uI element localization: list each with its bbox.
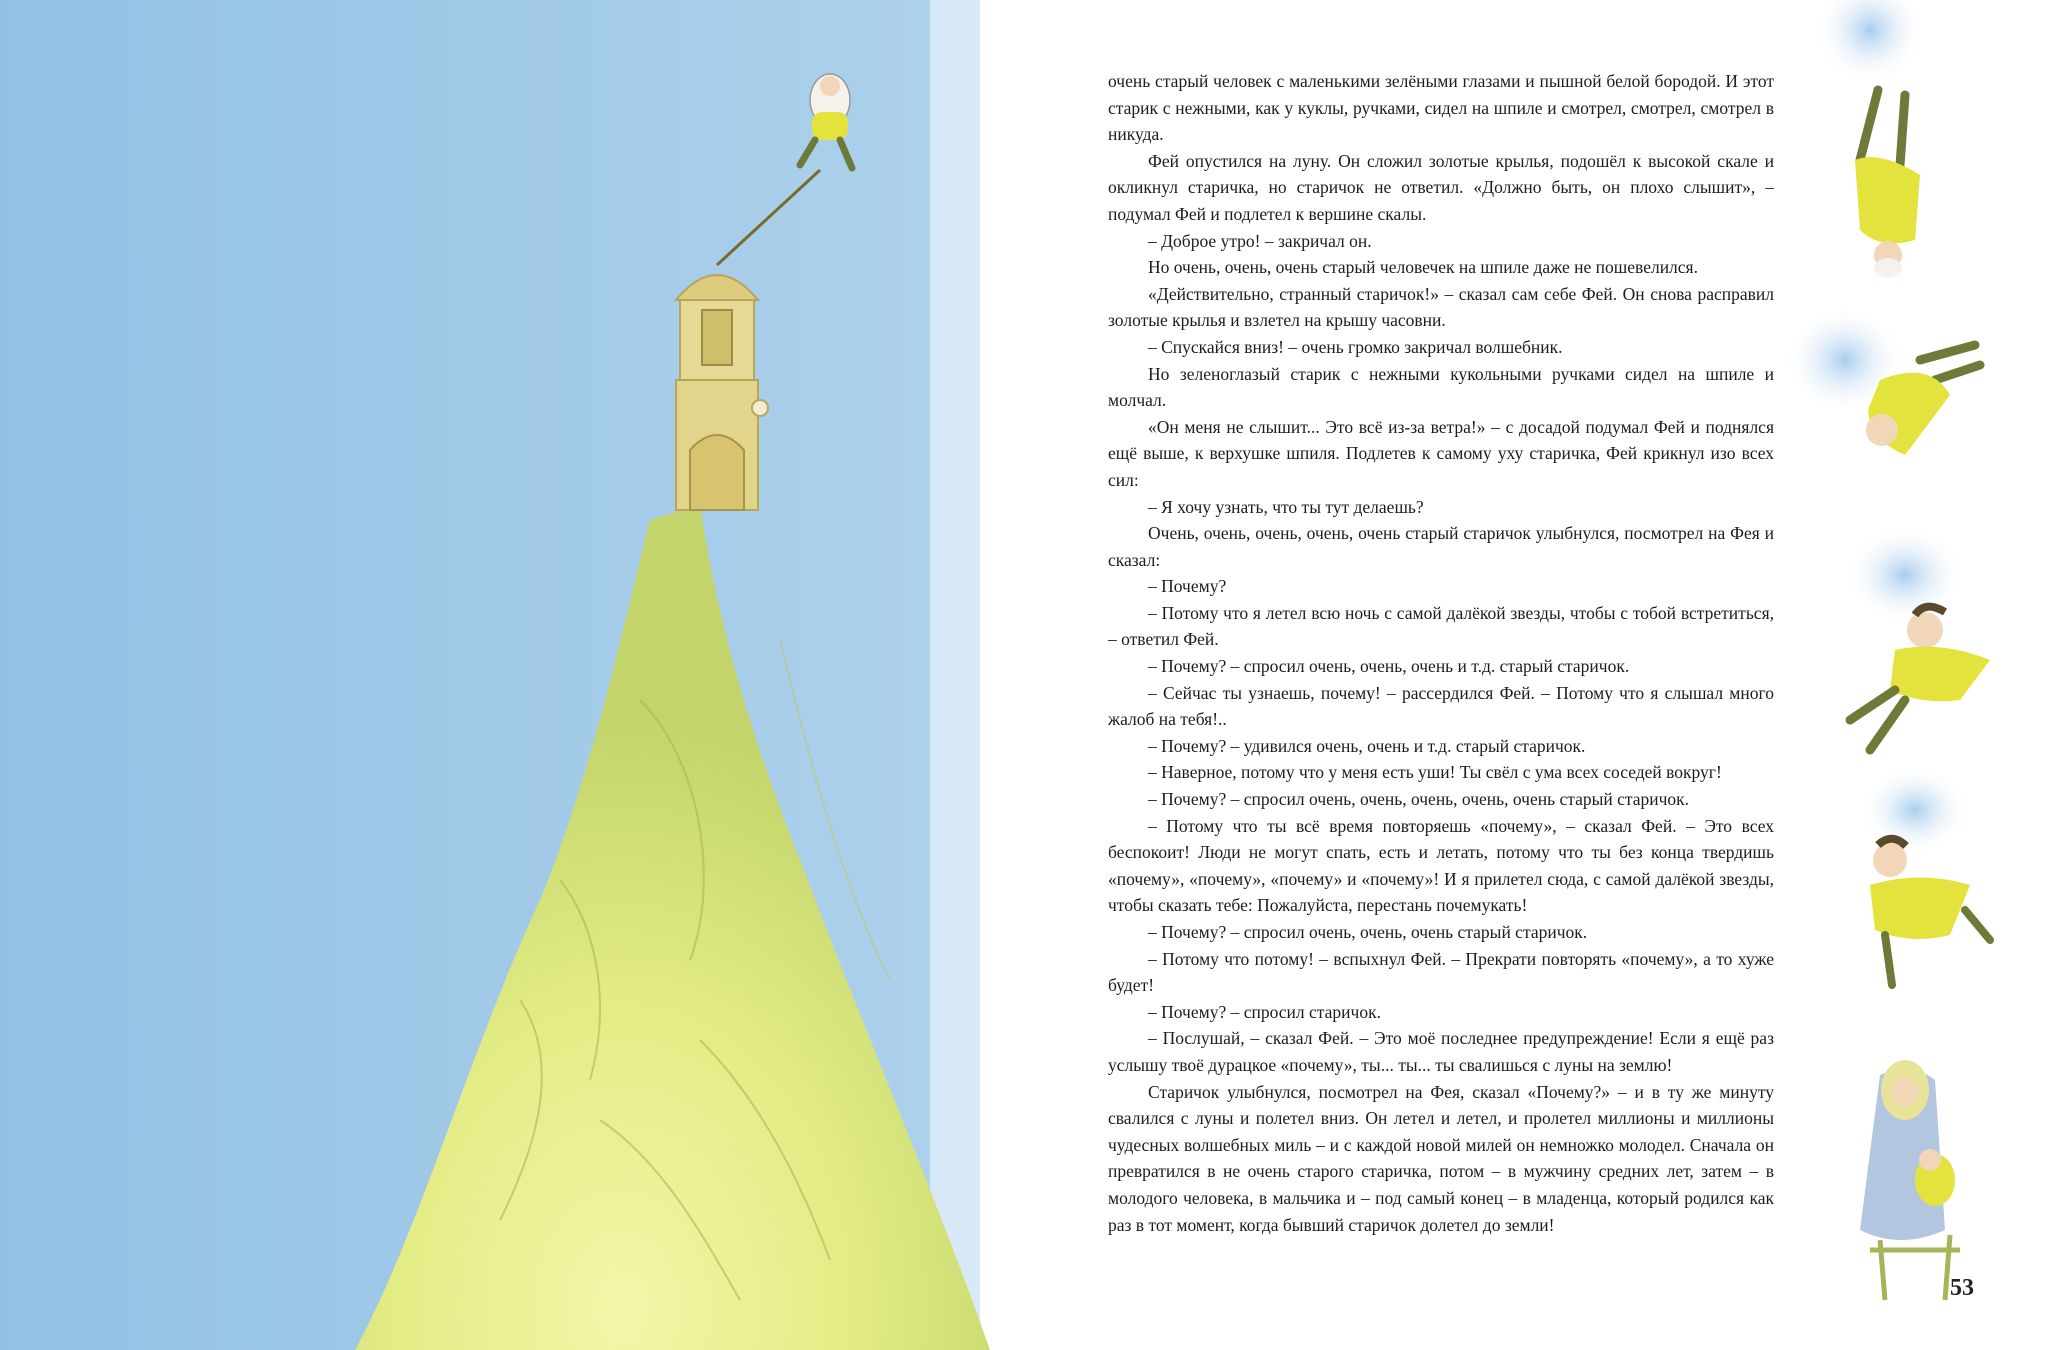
paragraph: – Наверное, потому что у меня есть уши! Ты свёл с ума всех соседей вокруг!: [1148, 762, 1722, 783]
paragraph: очень старый человек с маленькими зелёными глазами и пышной белой бородой. И этот старик с нежными, как у куклы, ручками, сидел на шпиле и смотрел, смотрел, смотрел в никуда.: [1108, 71, 1774, 145]
paragraph: – Потому что ты всё время повторяешь «почему», – сказал Фей. – Это всех беспокоит! Люди не могут спать, есть и летать, потому что ты без конца твердишь «почему», «почему», «почему» и «почему»! И я прилетел сюда, с самой далёкой звезды, чтобы сказать тебе: Пожалуйста, перестань почемукать!: [1108, 815, 1774, 916]
paragraph: Но очень, очень, очень старый человечек на шпиле даже не пошевелился.: [1148, 257, 1698, 278]
paragraph: «Действительно, странный старичок!» – сказал сам себе Фей. Он снова расправил золотые крылья и взлетел на крышу часовни.: [1108, 283, 1774, 331]
paragraph: – Почему? – спросил очень, очень, очень старый старичок.: [1148, 922, 1588, 942]
paragraph: – Потому что потому! – вспыхнул Фей. – Прекрати повторять «почему», а то хуже будет!: [1108, 948, 1774, 996]
page-number: 53: [1950, 1275, 1974, 1301]
paragraph: Очень, очень, очень, очень, очень старый старичок улыбнулся, посмотрел на Фея и сказал:: [1108, 523, 1774, 570]
paragraph: – Почему? – спросил очень, очень, очень и т.д. старый старичок.: [1148, 656, 1630, 677]
paragraph: – Сейчас ты узнаешь, почему! – рассердился Фей. – Потому что я слышал много жалоб на тебя!..: [1108, 682, 1774, 730]
paragraph: Старичок улыбнулся, посмотрел на Фея, сказал «Почему?» – и в ту же минуту свалился с луны и полетел вниз. Он летел и летел, и пролетел миллионы и миллионы чудесных волшебных миль – и с каждой новой милей он немножко молодел. Сначала он превратился в не очень старого старичка, потом – в мужчину средних лет, затем – в молодого человека, в мальчика и – под самый конец – в младенца, который родился как раз в тот момент, когда бывший старичок долетел до земли!: [1108, 1081, 1774, 1235]
paragraph: – Я хочу узнать, что ты тут делаешь?: [1148, 496, 1424, 517]
paragraph: – Почему? – спросил очень, очень, очень, очень, очень старый старичок.: [1148, 789, 1690, 810]
story-text: [1108, 68, 1774, 1238]
paragraph: – Почему? – удивился очень, очень и т.д. старый старичок.: [1148, 735, 1586, 756]
paragraph: Фей опустился на луну. Он сложил золотые крылья, подошёл к высокой скале и окликнул старичка, но старичок не ответил. «Должно быть, он плохо слышит», – подумал Фей и подлетел к вершине скалы.: [1108, 150, 1774, 224]
paragraph: «Он меня не слышит... Это всё из-за ветра!» – с досадой подумал Фей и поднялся ещё выше, к верхушке шпиля. Подлетев к самому уху старичка, Фей крикнул изо всех сил:: [1108, 416, 1774, 490]
paragraph: – Послушай, – сказал Фей. – Это моё последнее предупреждение! Если я ещё раз услышу твоё дурацкое «почему», ты... ты... ты свалишься с луны на землю!: [1108, 1028, 1774, 1075]
paragraph: – Спускайся вниз! – очень громко закричал волшебник.: [1148, 336, 1563, 357]
paragraph: – Доброе утро! – закричал он.: [1148, 230, 1372, 251]
paragraph: Но зеленоглазый старик с нежными кукольными ручками сидел на шпиле и молчал.: [1108, 363, 1774, 411]
paragraph: – Почему? – спросил старичок.: [1148, 1001, 1381, 1022]
paragraph: – Почему?: [1148, 576, 1227, 597]
paragraph: – Потому что я летел всю ночь с самой далёкой звезды, чтобы с тобой встретиться, – ответил Фей.: [1108, 602, 1774, 650]
